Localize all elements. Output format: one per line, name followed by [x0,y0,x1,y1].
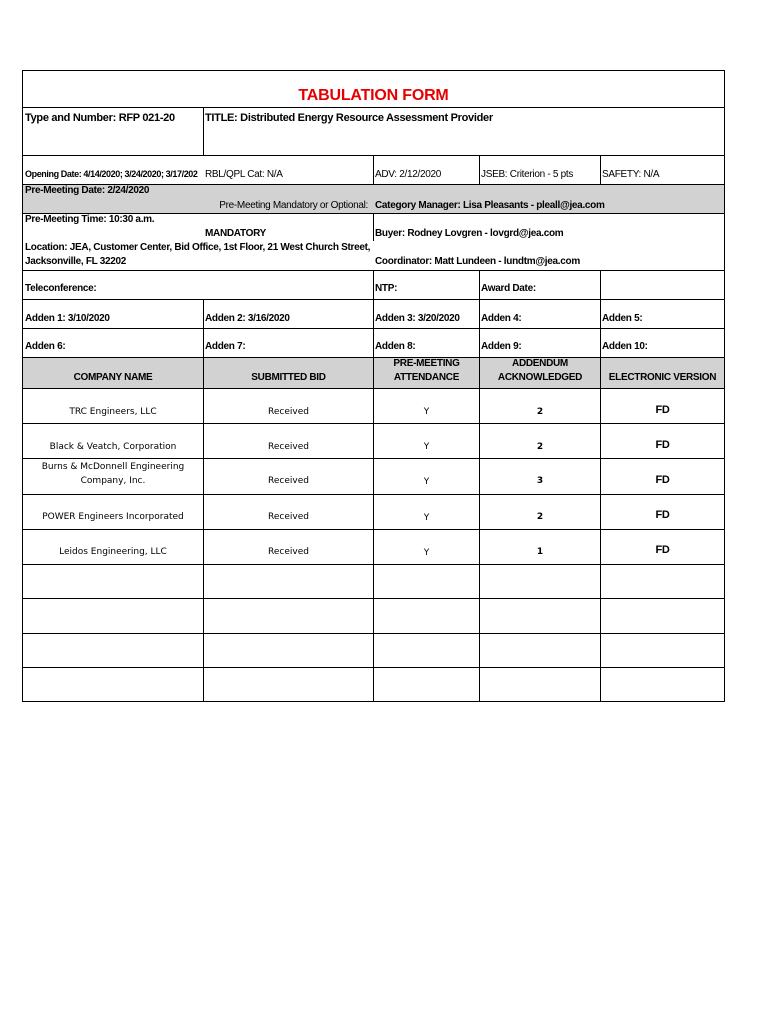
pre-meeting-time: Pre-Meeting Time: 10:30 a.m. [25,214,155,225]
divider [203,107,204,155]
divider [373,270,374,299]
attendance: Y [423,513,430,523]
jseb: JSEB: Criterion - 5 pts [481,169,574,180]
electronic-version: FD [655,404,670,416]
header-pre-meeting-line1: PRE-MEETING [393,358,460,369]
company-name: Black & Veatch, Corporation [49,442,177,452]
company-name: Leidos Engineering, LLC [59,547,167,557]
addendum-count: 3 [536,476,544,486]
adden-6: Adden 6: [25,341,66,352]
adden-2: Adden 2: 3/16/2020 [205,313,290,324]
header-submitted-bid: SUBMITTED BID [251,372,326,383]
adden-4: Adden 4: [481,313,522,324]
divider [600,155,601,184]
addendum-count: 2 [536,512,544,522]
ntp: NTP: [375,283,398,294]
adden-8: Adden 8: [375,341,416,352]
buyer: Buyer: Rodney Lovgren - lovgrd@jea.com [375,228,564,239]
pre-meeting-mandatory-label: Pre-Meeting Mandatory or Optional: [219,200,368,211]
category-manager: Category Manager: Lisa Pleasants - pleall@jea.com [375,200,605,211]
addendum-count: 2 [536,407,544,417]
form-title: TABULATION FORM [298,87,449,104]
opening-date: Opening Date: 4/14/2020; 3/24/2020; 3/17/202 [25,169,198,179]
electronic-version: FD [655,509,670,521]
submitted-bid: Received [268,547,309,557]
company-name: POWER Engineers Incorporated [42,512,184,522]
adden-10: Adden 10: [602,341,648,352]
divider [23,107,724,108]
header-company-name: COMPANY NAME [73,372,153,383]
teleconference: Teleconference: [25,283,97,294]
adden-3: Adden 3: 3/20/2020 [375,313,460,324]
award-date: Award Date: [481,283,536,294]
attendance: Y [423,442,430,452]
attendance: Y [423,407,430,417]
divider [203,299,204,701]
divider [479,270,480,299]
header-addendum-line1: ADDENDUM [512,358,568,369]
attendance: Y [423,548,430,558]
coordinator: Coordinator: Matt Lundeen - lundtm@jea.com [375,256,580,267]
location-line1: Location: JEA, Customer Center, Bid Office, 1st Floor, 21 West Church Street, [25,242,371,253]
header-addendum-line2: ACKNOWLEDGED [497,372,583,383]
divider [373,155,374,184]
safety: SAFETY: N/A [602,169,660,180]
rfp-title: TITLE: Distributed Energy Resource Assessment Provider [205,112,493,124]
header-electronic-version: ELECTRONIC VERSION [608,372,717,383]
type-number: Type and Number: RFP 021-20 [25,112,175,124]
rbl-qpl: RBL/QPL Cat: N/A [205,169,283,180]
addendum-count: 2 [536,442,544,452]
electronic-version: FD [655,474,670,486]
adden-9: Adden 9: [481,341,522,352]
addendum-count: 1 [536,547,544,557]
tabulation-form [22,70,725,702]
company-name: TRC Engineers, LLC [69,407,157,417]
submitted-bid: Received [268,407,309,417]
mandatory-value: MANDATORY [205,228,267,239]
location-line2: Jacksonville, FL 32202 [25,256,127,267]
adv-date: ADV: 2/12/2020 [375,169,442,180]
electronic-version: FD [655,439,670,451]
submitted-bid: Received [268,476,309,486]
adden-1: Adden 1: 3/10/2020 [25,313,110,324]
adden-5: Adden 5: [602,313,643,324]
pre-meeting-date: Pre-Meeting Date: 2/24/2020 [25,185,150,196]
company-name-line2: Company, Inc. [80,476,146,486]
divider [600,299,601,701]
submitted-bid: Received [268,512,309,522]
company-name-line1: Burns & McDonnell Engineering [41,462,185,472]
divider [479,155,480,184]
attendance: Y [423,477,430,487]
divider [600,270,601,299]
electronic-version: FD [655,544,670,556]
divider [373,213,374,241]
submitted-bid: Received [268,442,309,452]
header-pre-meeting-line2: ATTENDANCE [393,372,460,383]
adden-7: Adden 7: [205,341,246,352]
